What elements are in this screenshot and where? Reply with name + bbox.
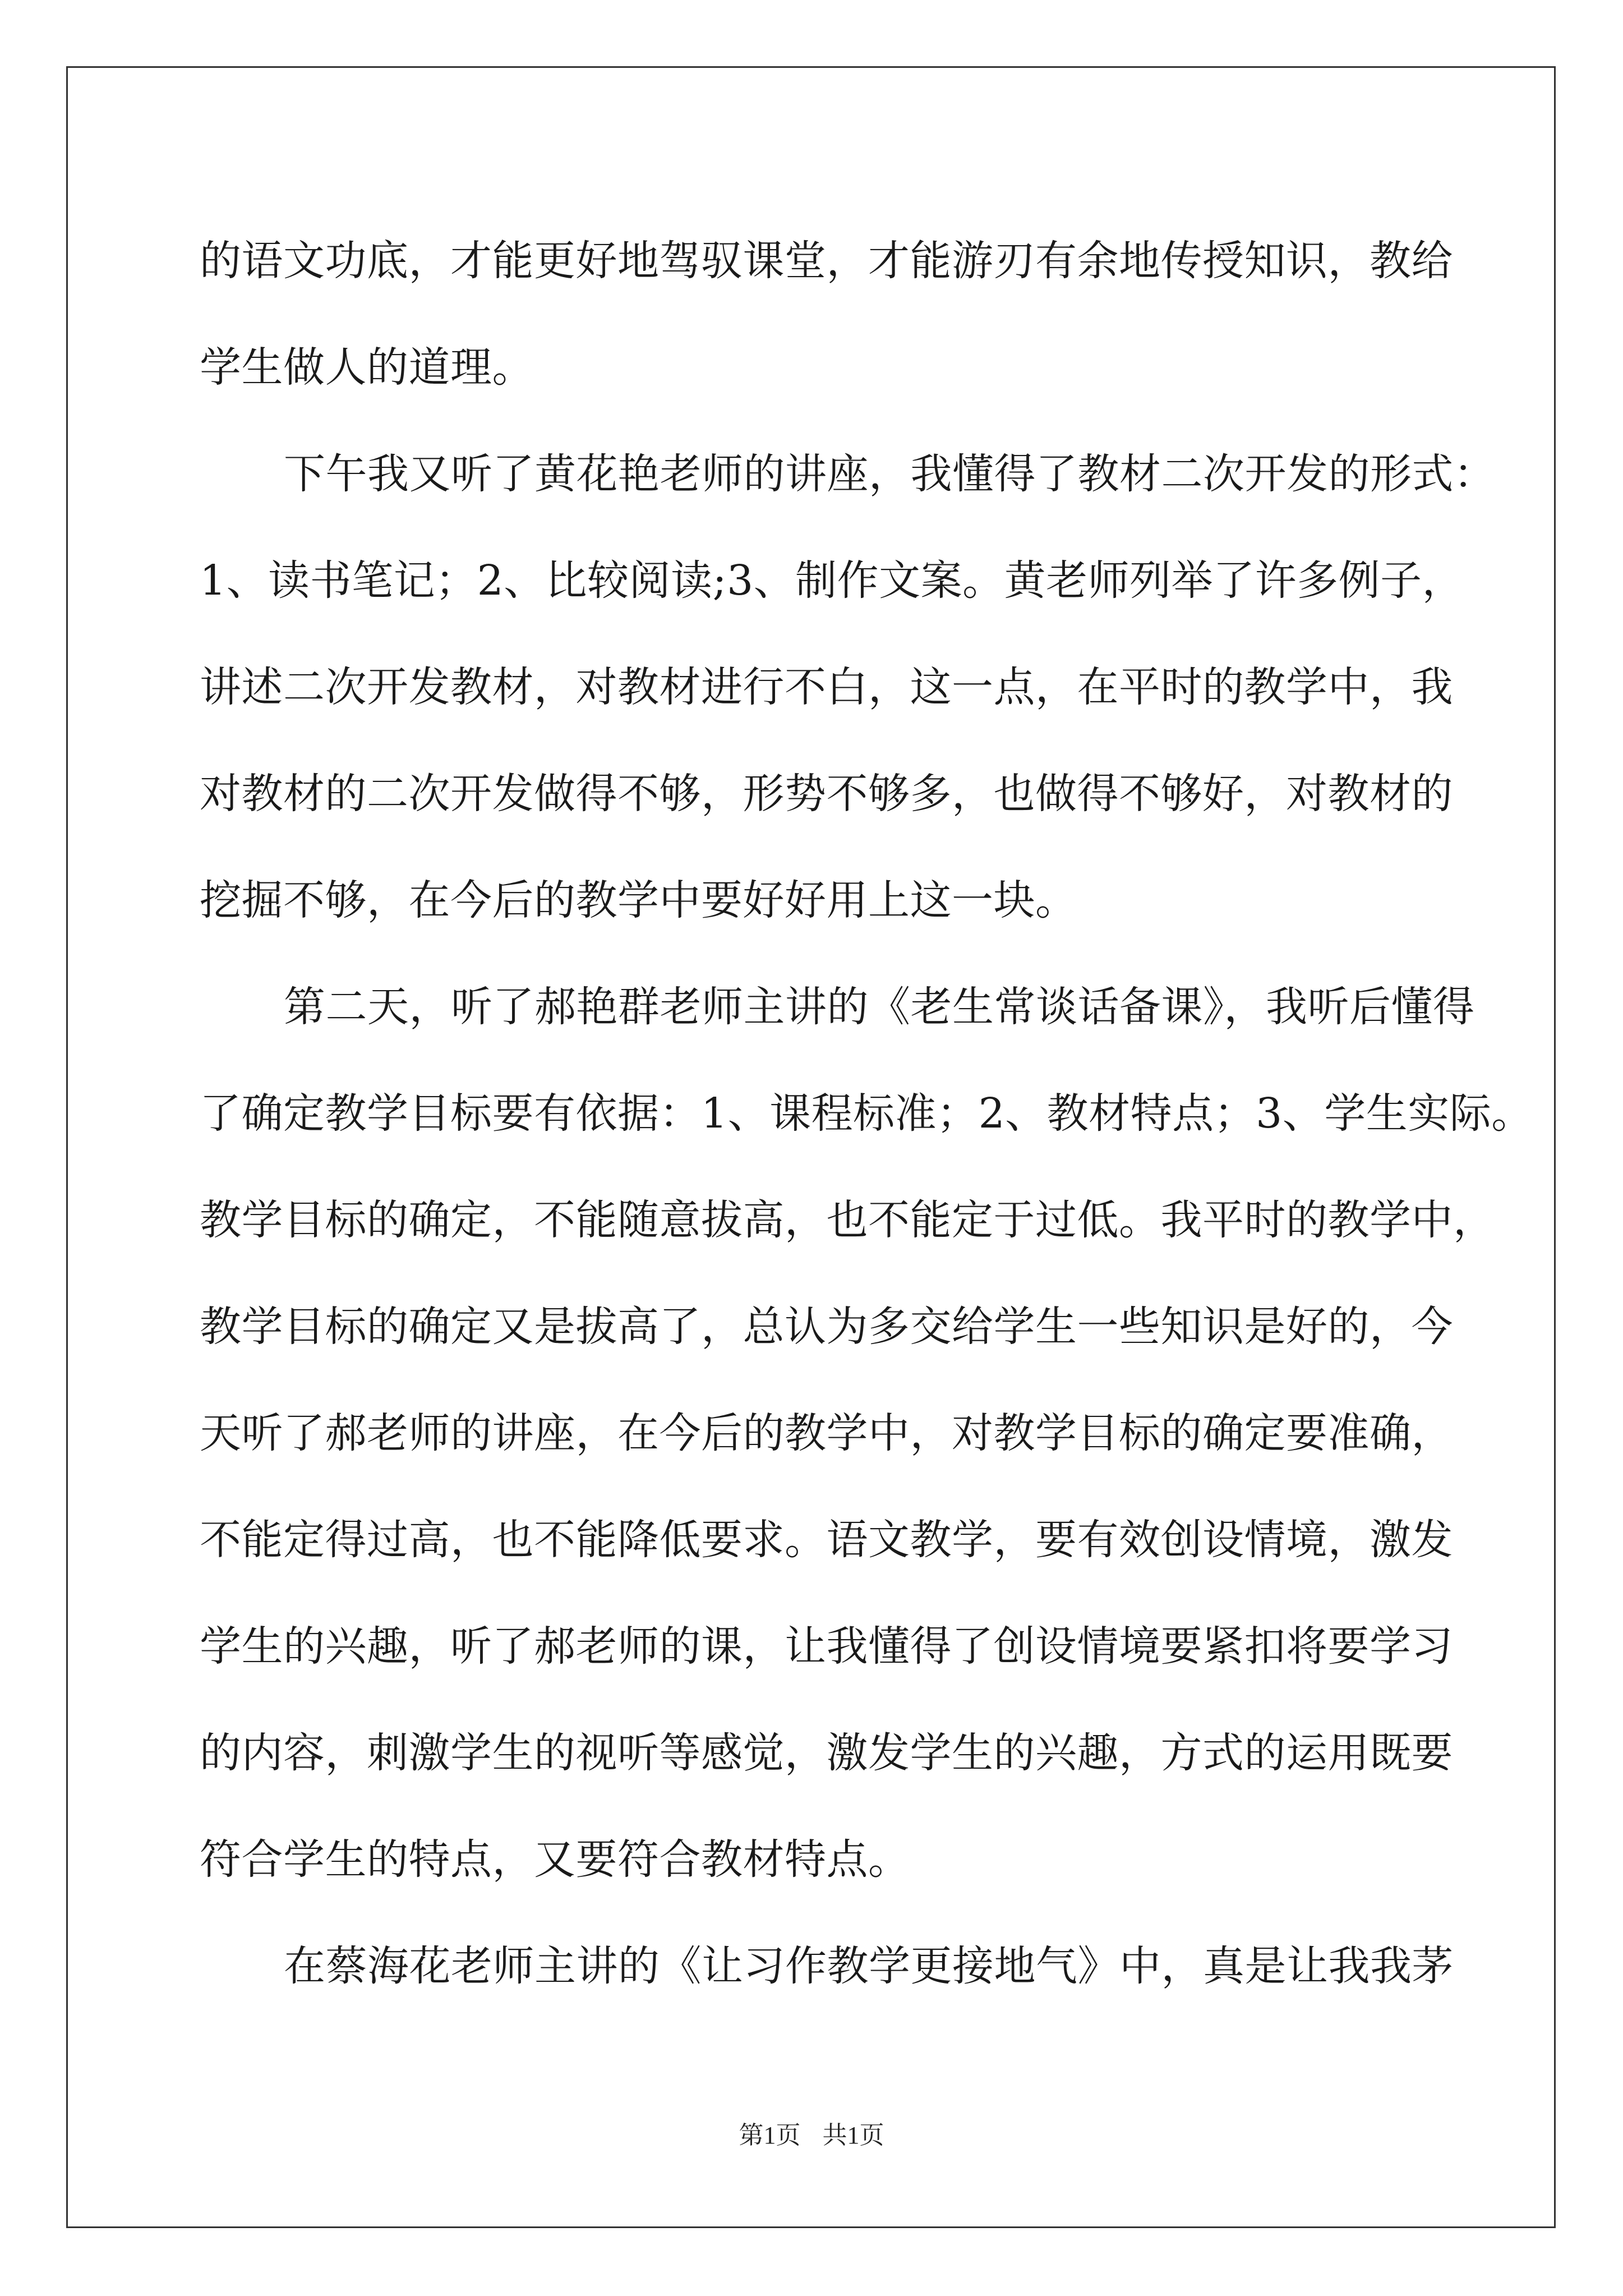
text-line: 学生的兴趣，听了郝老师的课，让我懂得了创设情境要紧扣将要学习 — [200, 1622, 1453, 1671]
paragraph-4 — [200, 1913, 1454, 2019]
text-line: 讲述二次开发教材，对教材进行不白，这一点，在平时的教学中，我 — [200, 663, 1453, 711]
page-footer — [0, 2115, 1623, 2151]
text-line: 在蔡海花老师主讲的《让习作教学更接地气》中，真是让我我茅 — [284, 1942, 1454, 1990]
text-line: 挖掘不够，在今后的教学中要好好用上这一块。 — [200, 876, 1077, 924]
document-body — [200, 208, 1533, 2019]
paragraph-1 — [200, 208, 1453, 421]
text-line: 的内容，刺激学生的视听等感觉，激发学生的兴趣，方式的运用既要 — [200, 1729, 1453, 1777]
text-line: 下午我又听了黄花艳老师的讲座，我懂得了教材二次开发的形式： — [284, 450, 1496, 498]
paragraph-2 — [200, 421, 1496, 954]
text-line: 教学目标的确定又是拔高了，总认为多交给学生一些知识是好的，今 — [200, 1303, 1453, 1351]
page-number-current: 第1页 — [739, 2122, 801, 2149]
text-line: 了确定教学目标要有依据：1、课程标准；2、教材特点；3、学生实际。 — [200, 1089, 1533, 1138]
text-line: 对教材的二次开发做得不够，形势不够多，也做得不够好，对教材的 — [200, 770, 1453, 818]
text-line: 1、读书笔记；2、比较阅读;3、制作文案。黄老师列举了许多例子， — [200, 556, 1464, 605]
text-line: 不能定得过高，也不能降低要求。语文教学，要有效创设情境，激发 — [200, 1516, 1453, 1564]
text-line: 的语文功底，才能更好地驾驭课堂，才能游刃有余地传授知识，教给 — [200, 237, 1453, 285]
text-line: 符合学生的特点，又要符合教材特点。 — [200, 1835, 910, 1884]
text-line: 天听了郝老师的讲座，在今后的教学中，对教学目标的确定要准确， — [200, 1409, 1453, 1457]
page-number-total: 共1页 — [822, 2122, 884, 2149]
text-line: 学生做人的道理。 — [200, 343, 534, 392]
paragraph-3 — [200, 954, 1533, 1913]
text-line: 教学目标的确定，不能随意拔高，也不能定于过低。我平时的教学中， — [200, 1196, 1495, 1244]
text-line: 第二天，听了郝艳群老师主讲的《老生常谈话备课》，我听后懂得 — [284, 983, 1475, 1031]
